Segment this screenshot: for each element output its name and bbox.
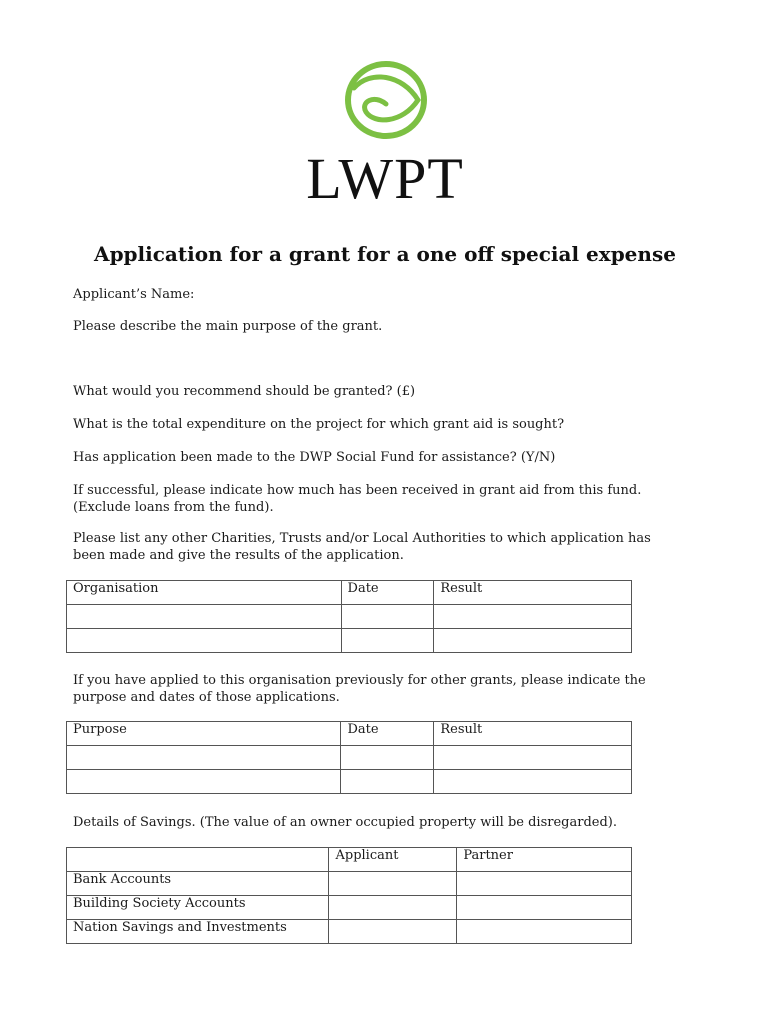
recommend-question: What would you recommend should be granted? (£) <box>73 384 416 399</box>
column-header: Partner <box>457 848 632 872</box>
column-header: Result <box>434 581 632 605</box>
column-header <box>67 848 329 872</box>
purpose-question: Please describe the main purpose of the grant. <box>73 319 383 334</box>
successful-line-2: (Exclude loans from the fund). <box>73 500 274 515</box>
other-line-2: been made and give the results of the application. <box>73 548 404 563</box>
column-header: Date <box>341 722 434 746</box>
table-cell[interactable] <box>67 770 341 794</box>
row-label: Bank Accounts <box>67 872 329 896</box>
column-header: Date <box>341 581 434 605</box>
table-cell[interactable] <box>457 920 632 944</box>
table-cell[interactable] <box>329 920 457 944</box>
table-cell[interactable] <box>341 629 434 653</box>
table-row <box>67 746 632 770</box>
other-applications-question <box>73 530 693 564</box>
table-cell[interactable] <box>67 629 342 653</box>
table-row <box>67 848 632 872</box>
table-cell[interactable] <box>341 605 434 629</box>
table-row <box>67 629 632 653</box>
table-row <box>67 872 632 896</box>
table-cell[interactable] <box>341 746 434 770</box>
column-header: Result <box>434 722 632 746</box>
page-title: Application for a grant for a one off special expense <box>94 242 676 266</box>
table-cell[interactable] <box>329 872 457 896</box>
applicant-name-label: Applicant’s Name: <box>73 287 195 302</box>
table-cell[interactable] <box>434 605 632 629</box>
table-row <box>67 770 632 794</box>
column-header: Purpose <box>67 722 341 746</box>
fish-logo-icon <box>344 60 428 140</box>
table-row <box>67 605 632 629</box>
table-row <box>67 920 632 944</box>
table-cell[interactable] <box>434 770 632 794</box>
column-header: Organisation <box>67 581 342 605</box>
table-cell[interactable] <box>457 896 632 920</box>
table-row <box>67 722 632 746</box>
previous-line-2: purpose and dates of those applications. <box>73 690 340 705</box>
column-header: Applicant <box>329 848 457 872</box>
table-row <box>67 581 632 605</box>
previous-line-1: If you have applied to this organisation previously for other grants, please indicate the <box>73 673 646 688</box>
table-cell[interactable] <box>341 770 434 794</box>
expenditure-question: What is the total expenditure on the project for which grant aid is sought? <box>73 417 565 432</box>
organisations-table <box>66 580 632 653</box>
savings-table <box>66 847 632 944</box>
previous-applications-question <box>73 672 693 706</box>
table-cell[interactable] <box>434 746 632 770</box>
table-cell[interactable] <box>457 872 632 896</box>
row-label: Nation Savings and Investments <box>67 920 329 944</box>
other-line-1: Please list any other Charities, Trusts and/or Local Authorities to which application has <box>73 531 651 546</box>
previous-applications-table <box>66 721 632 794</box>
row-label: Building Society Accounts <box>67 896 329 920</box>
table-cell[interactable] <box>67 746 341 770</box>
successful-line-1: If successful, please indicate how much has been received in grant aid from this fund. <box>73 483 642 498</box>
table-row <box>67 896 632 920</box>
successful-question <box>73 482 693 516</box>
table-cell[interactable] <box>434 629 632 653</box>
table-cell[interactable] <box>67 605 342 629</box>
logo-wordmark: LWPT <box>306 146 464 211</box>
dwp-question: Has application been made to the DWP Social Fund for assistance? (Y/N) <box>73 450 556 465</box>
table-cell[interactable] <box>329 896 457 920</box>
savings-question: Details of Savings. (The value of an owner occupied property will be disregarded). <box>73 815 618 830</box>
